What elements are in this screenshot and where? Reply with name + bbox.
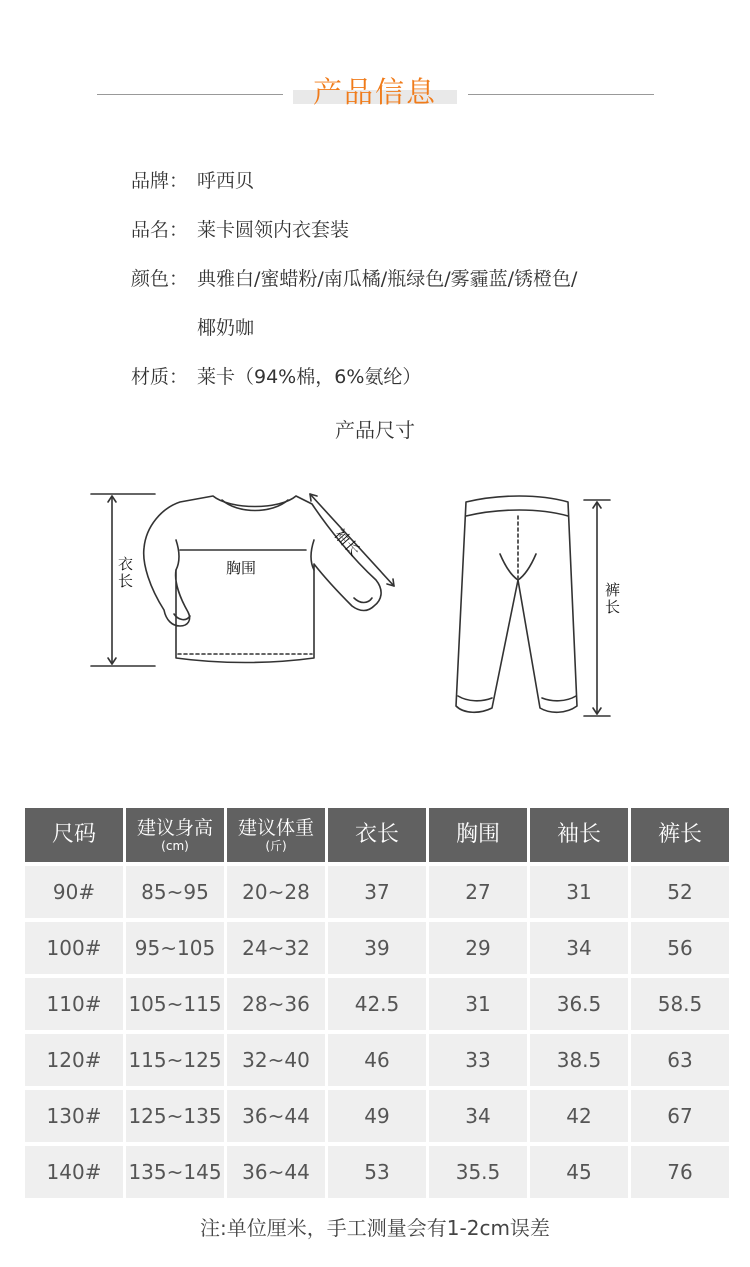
cell-pants-length: 63 xyxy=(631,1034,729,1086)
cell-weight: 36~44 xyxy=(227,1146,325,1198)
sleeve-label: 袖长 xyxy=(330,525,364,560)
info-material-value: 莱卡（94%棉，6%氨纶） xyxy=(197,366,422,388)
header-weight-unit: (斤) xyxy=(265,839,287,853)
header-height-label: 建议身高 xyxy=(136,817,213,839)
cell-shirt-length: 42.5 xyxy=(328,978,426,1030)
info-color-label: 颜色： xyxy=(131,268,189,290)
table-row xyxy=(25,922,729,974)
cell-pants-length: 52 xyxy=(631,866,729,918)
header-height xyxy=(126,808,224,862)
info-color-value-cont: 椰奶咖 xyxy=(197,317,255,339)
cell-height: 125~135 xyxy=(126,1090,224,1142)
cell-sleeve: 31 xyxy=(530,866,628,918)
header-pants-length xyxy=(631,808,729,862)
cell-height: 95~105 xyxy=(126,922,224,974)
cell-size: 90# xyxy=(25,866,123,918)
table-header-row xyxy=(25,808,729,862)
cell-pants-length: 67 xyxy=(631,1090,729,1142)
cell-size: 110# xyxy=(25,978,123,1030)
page-title: 产品信息 xyxy=(312,75,437,109)
header-sleeve-label: 袖长 xyxy=(556,822,601,847)
section-header xyxy=(0,72,750,116)
pants-length-label: 裤长 xyxy=(604,581,620,616)
header-pants-length-label: 裤长 xyxy=(657,822,702,847)
cell-sleeve: 42 xyxy=(530,1090,628,1142)
cell-sleeve: 45 xyxy=(530,1146,628,1198)
header-shirt-length xyxy=(328,808,426,862)
size-diagram xyxy=(0,470,750,730)
info-color-value: 典雅白/蜜蜡粉/南瓜橘/瓶绿色/雾霾蓝/锈橙色/ xyxy=(197,268,578,290)
cell-height: 135~145 xyxy=(126,1146,224,1198)
table-row xyxy=(25,978,729,1030)
cell-shirt-length: 46 xyxy=(328,1034,426,1086)
header-sleeve xyxy=(530,808,628,862)
header-chest xyxy=(429,808,527,862)
cell-height: 85~95 xyxy=(126,866,224,918)
cell-size: 140# xyxy=(25,1146,123,1198)
chest-label: 胸围 xyxy=(226,559,257,577)
cell-height: 115~125 xyxy=(126,1034,224,1086)
cell-shirt-length: 37 xyxy=(328,866,426,918)
cell-pants-length: 58.5 xyxy=(631,978,729,1030)
header-size-label: 尺码 xyxy=(51,822,96,847)
cell-chest: 35.5 xyxy=(429,1146,527,1198)
table-row xyxy=(25,1034,729,1086)
header-chest-label: 胸围 xyxy=(455,822,500,847)
cell-shirt-length: 53 xyxy=(328,1146,426,1198)
cell-sleeve: 34 xyxy=(530,922,628,974)
info-material xyxy=(131,364,421,390)
table-row xyxy=(25,866,729,918)
cell-chest: 33 xyxy=(429,1034,527,1086)
header-shirt-length-label: 衣长 xyxy=(354,822,399,847)
cell-size: 120# xyxy=(25,1034,123,1086)
header-weight-label: 建议体重 xyxy=(237,817,314,839)
info-name-value: 莱卡圆领内衣套装 xyxy=(197,219,350,241)
cell-shirt-length: 49 xyxy=(328,1090,426,1142)
cell-shirt-length: 39 xyxy=(328,922,426,974)
cell-weight: 28~36 xyxy=(227,978,325,1030)
cell-size: 100# xyxy=(25,922,123,974)
cell-pants-length: 56 xyxy=(631,922,729,974)
info-brand xyxy=(131,168,254,194)
header-rule-right xyxy=(468,94,654,95)
cell-pants-length: 76 xyxy=(631,1146,729,1198)
cell-chest: 34 xyxy=(429,1090,527,1142)
table-row xyxy=(25,1146,729,1198)
shirt-length-label: 衣长 xyxy=(117,555,133,590)
measurement-note: 注:单位厘米，手工测量会有1-2cm误差 xyxy=(200,1216,550,1240)
info-name-label: 品名： xyxy=(131,219,189,241)
cell-chest: 29 xyxy=(429,922,527,974)
info-brand-label: 品牌： xyxy=(131,170,189,192)
table-row xyxy=(25,1090,729,1142)
cell-weight: 20~28 xyxy=(227,866,325,918)
info-name xyxy=(131,217,349,243)
cell-chest: 31 xyxy=(429,978,527,1030)
info-color xyxy=(131,266,577,292)
info-brand-value: 呼西贝 xyxy=(197,170,255,192)
garment-illustration xyxy=(0,470,750,730)
size-table xyxy=(22,804,732,1202)
info-material-label: 材质： xyxy=(131,366,189,388)
cell-weight: 24~32 xyxy=(227,922,325,974)
cell-sleeve: 38.5 xyxy=(530,1034,628,1086)
cell-height: 105~115 xyxy=(126,978,224,1030)
cell-sleeve: 36.5 xyxy=(530,978,628,1030)
size-section-title: 产品尺寸 xyxy=(335,418,415,442)
cell-weight: 36~44 xyxy=(227,1090,325,1142)
header-size xyxy=(25,808,123,862)
cell-chest: 27 xyxy=(429,866,527,918)
header-height-unit: (cm) xyxy=(161,839,189,853)
cell-weight: 32~40 xyxy=(227,1034,325,1086)
header-weight xyxy=(227,808,325,862)
header-rule-left xyxy=(97,94,283,95)
cell-size: 130# xyxy=(25,1090,123,1142)
